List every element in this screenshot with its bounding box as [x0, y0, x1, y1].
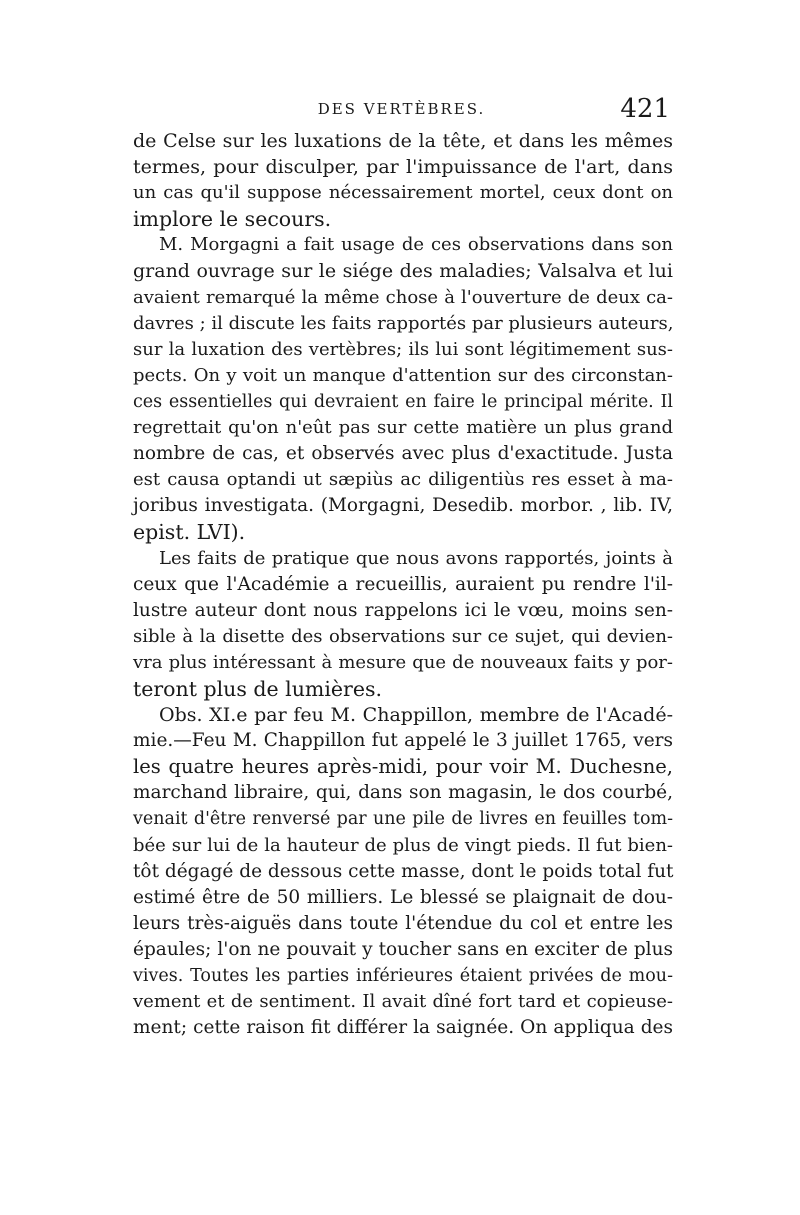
running-title: DES VERTÈBRES.: [317, 100, 486, 118]
text-line: grand ouvrage sur le siége des maladies; Valsalva et lui: [133, 260, 673, 283]
text-line: sur la luxation des vertèbres; ils lui sont légitimement sus-: [133, 338, 673, 360]
text-line: ces essentielles qui devraient en faire le principal mérite. Il: [133, 391, 673, 412]
text-line: regrettait qu'on n'eût pas sur cette matière un plus grand: [133, 417, 673, 439]
text-line: bée sur lui de la hauteur de plus de vingt pieds. Il fut bien-: [133, 834, 673, 856]
text-line: vives. Toutes les parties inférieures étaient privées de mou-: [133, 966, 673, 986]
text-line: implore le secours.: [133, 207, 332, 232]
text-line: est causa optandi ut sæpiùs ac diligentiùs res esset à ma-: [133, 469, 673, 491]
text-line: sible à la disette des observations sur ce sujet, qui devien-: [133, 625, 673, 647]
text-line: lustre auteur dont nous rappelons ici le vœu, moins sen-: [133, 599, 673, 621]
text-line: Les faits de pratique que nous avons rapportés, joints à: [159, 547, 673, 569]
text-line: de Celse sur les luxations de la tête, et dans les mêmes: [133, 130, 673, 152]
text-line: marchand libraire, qui, dans son magasin, le dos courbé,: [133, 782, 673, 804]
text-line: estimé être de 50 milliers. Le blessé se plaignait de dou-: [133, 886, 673, 908]
text-line: venait d'être renversé par une pile de livres en feuilles tom-: [133, 809, 673, 830]
text-line: tôt dégagé de dessous cette masse, dont le poids total fut: [133, 860, 674, 882]
body-text: [133, 128, 673, 1041]
text-line: termes, pour disculper, par l'impuissance de l'art, dans: [133, 156, 673, 179]
text-line: épaules; l'on ne pouvait y toucher sans en exciter de plus: [133, 938, 673, 960]
text-line: mie.—Feu M. Chappillon fut appelé le 3 juillet 1765, vers: [133, 730, 673, 752]
text-line: vement et de sentiment. Il avait dîné fort tard et copieuse-: [133, 991, 673, 1013]
text-line: M. Morgagni a fait usage de ces observations dans son: [159, 234, 673, 256]
text-line: vra plus intéressant à mesure que de nouveaux faits y por-: [133, 651, 673, 673]
text-line: ment; cette raison fit différer la saignée. On appliqua des: [133, 1017, 673, 1039]
text-line: un cas qu'il suppose nécessairement mortel, ceux dont on: [133, 182, 673, 204]
text-line: les quatre heures après-midi, pour voir M. Duchesne,: [133, 755, 673, 779]
text-line: pects. On y voit un manque d'attention sur des circonstan-: [133, 364, 673, 386]
text-line: nombre de cas, et observés avec plus d'exactitude. Justa: [133, 443, 673, 465]
text-line: epist. LVI).: [133, 520, 246, 545]
text-line: joribus investigata. (Morgagni, Desedib. morbor. , lib. IV,: [133, 495, 673, 517]
text-line: avaient remarqué la même chose à l'ouverture de deux ca-: [133, 286, 673, 308]
text-line: leurs très-aiguës dans toute l'étendue du col et entre les: [133, 912, 673, 934]
text-line: Obs. XI.e par feu M. Chappillon, membre de l'Acadé-: [159, 704, 673, 727]
page-header: [133, 94, 670, 130]
page-number: 421: [620, 94, 670, 124]
text-line: teront plus de lumières.: [133, 676, 383, 701]
text-line: ceux que l'Académie a recueillis, auraient pu rendre l'il-: [133, 573, 673, 595]
text-line: davres ; il discute les faits rapportés par plusieurs auteurs,: [133, 312, 674, 334]
